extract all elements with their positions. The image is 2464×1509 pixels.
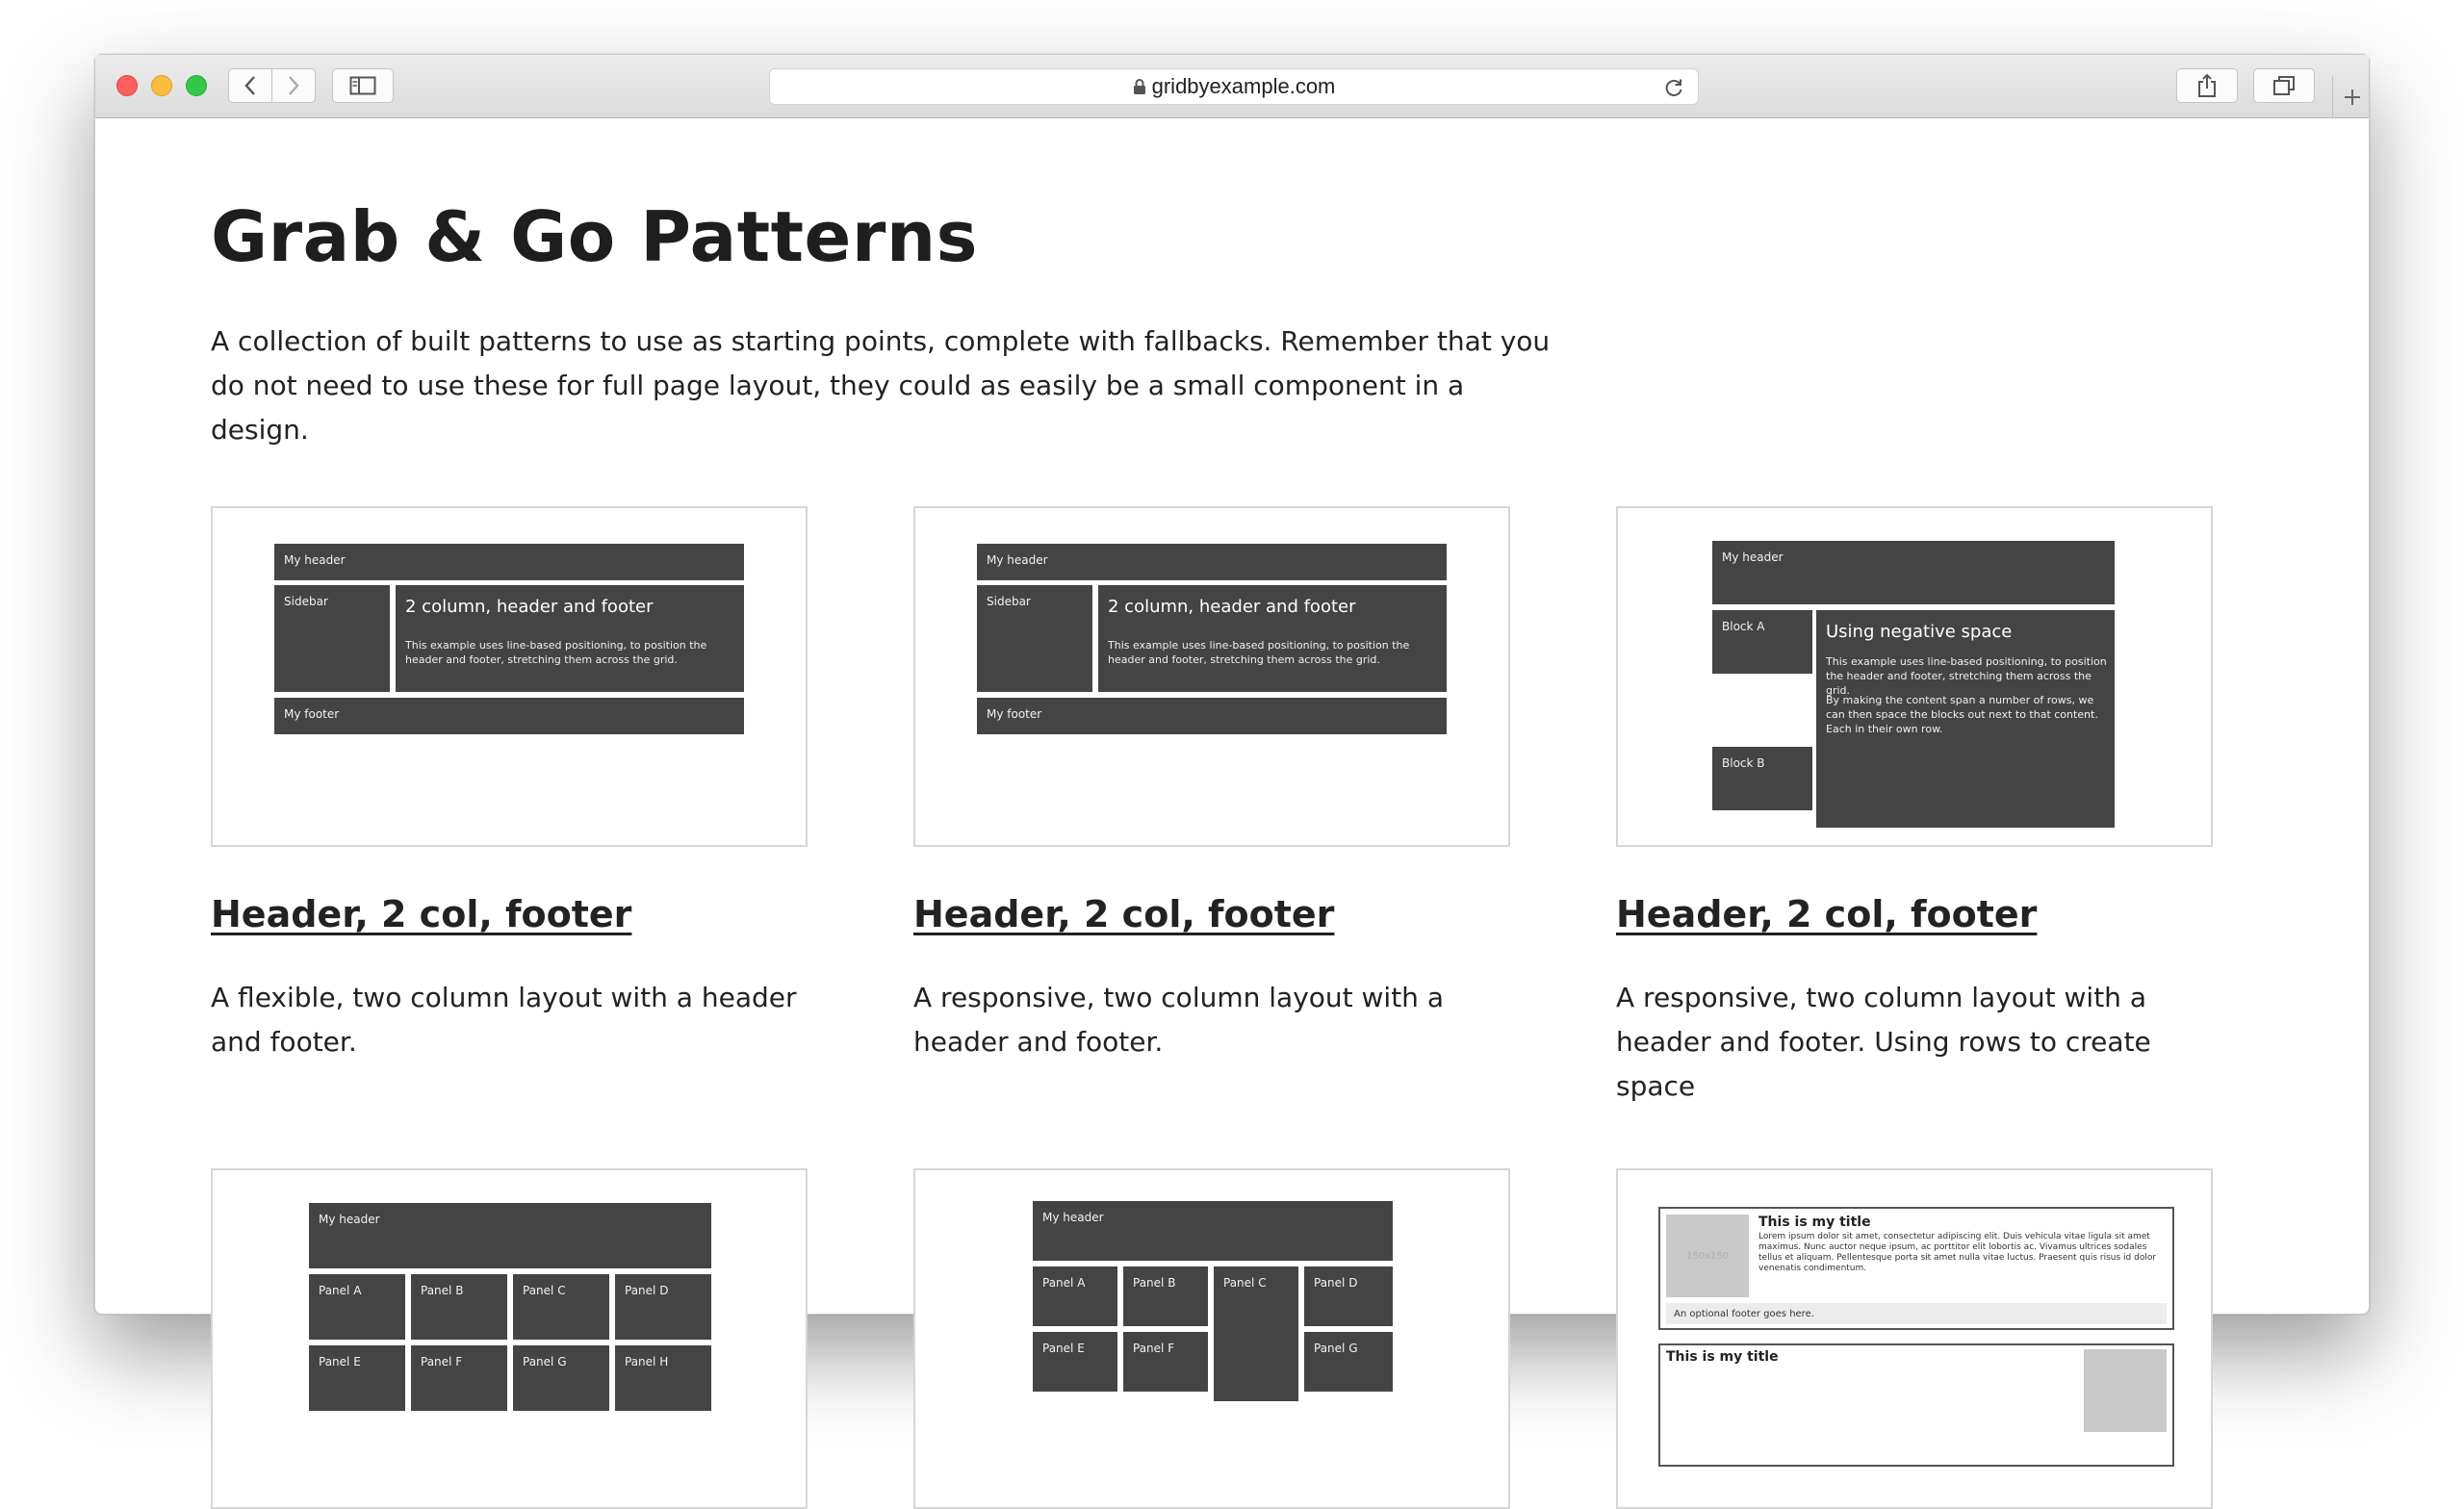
zoom-window-button[interactable] [186,75,207,96]
preview-header-block: My header [1712,541,2115,604]
new-tab-button[interactable] [2332,76,2371,118]
pattern-title-link[interactable]: Header, 2 col, footer [1616,893,2038,935]
preview-block-b: Block B [1712,747,1812,810]
pattern-preview[interactable] [1616,1168,2213,1509]
preview-media-title: This is my title [1666,1349,1779,1365]
preview-panel: Panel E [1033,1332,1117,1392]
chevron-left-icon [244,75,257,96]
preview-media-title: This is my title [1758,1215,1871,1230]
preview-panel: Panel B [411,1274,507,1340]
browser-toolbar [95,55,2369,118]
pattern-preview[interactable] [1616,506,2213,847]
preview-panel: Panel D [615,1274,711,1340]
pattern-preview[interactable] [913,506,1510,847]
forward-button[interactable] [271,68,316,103]
preview-media-object [1658,1343,2174,1467]
share-icon [2197,73,2217,98]
preview-panel: Panel G [1304,1332,1393,1392]
pattern-preview[interactable] [211,506,808,847]
preview-footer-block: My footer [274,698,744,734]
preview-panel: Panel C [1214,1266,1298,1401]
tabs-icon [2272,75,2296,96]
preview-block-a: Block A [1712,610,1812,674]
chevron-right-icon [287,75,300,96]
lock-icon [1133,78,1146,95]
sidebar-icon [349,76,376,95]
preview-panel: Panel A [309,1274,405,1340]
preview-media-image [2084,1349,2167,1432]
preview-content-block: Using negative space This example uses line-based positioning, to position the header and footer, stretching them across the grid. By making the content span a number of rows, we can then space the blocks out next to that content. Each in their own row. [1816,610,2115,828]
pattern-description: A responsive, two column layout with a header and footer. Using rows to create space [1616,982,2151,1102]
preview-header-block: My header [309,1203,711,1268]
url-text: gridbyexample.com [1151,74,1336,98]
preview-content-block: 2 column, header and footer This example uses line-based positioning, to position the header and footer, stretching them across the grid. [1098,585,1447,692]
pattern-preview[interactable] [913,1168,1510,1509]
plus-icon [2343,88,2362,107]
pattern-preview[interactable] [211,1168,808,1509]
pattern-title-link[interactable]: Header, 2 col, footer [211,893,632,935]
show-tabs-button[interactable] [2253,68,2315,103]
preview-sidebar-block: Sidebar [274,585,390,692]
pattern-description: A responsive, two column layout with a header and footer. [913,982,1444,1058]
pattern-description: A flexible, two column layout with a header and footer. [211,982,797,1058]
preview-media-footer: An optional footer goes here. [1666,1303,2167,1324]
preview-panel: Panel D [1304,1266,1393,1326]
sidebar-toggle-button[interactable] [332,68,394,103]
page-title: Grab & Go Patterns [211,196,978,277]
preview-content-block: 2 column, header and footer This example uses line-based positioning, to position the header and footer, stretching them across the grid. [396,585,744,692]
preview-footer-block: My footer [977,698,1447,734]
preview-panel: Panel F [411,1345,507,1411]
preview-panel: Panel F [1123,1332,1208,1392]
preview-header-block: My header [1033,1201,1393,1261]
preview-sidebar-block: Sidebar [977,585,1092,692]
browser-window [94,54,2370,1368]
preview-panel: Panel G [513,1345,609,1411]
back-button[interactable] [228,68,272,103]
minimize-window-button[interactable] [151,75,172,96]
preview-media-object [1658,1207,2174,1330]
preview-header-block: My header [274,544,744,580]
reload-icon[interactable] [1663,77,1684,98]
share-button[interactable] [2176,68,2238,103]
preview-panel: Panel C [513,1274,609,1340]
preview-media-text: Lorem ipsum dolor sit amet, consectetur adipiscing elit. Duis vehicula vitae ligula sit amet maximus. Nunc auctor neque ipsum, ac porttitor elit lobortis ac. Vivamus ultrices sodales tellus et aliquam. Pellentesque porta sit amet nulla vitae luctus. Praesent quis risus id dolor venenatis condimentum. [1758,1232,2157,1273]
preview-media-image: 150x150 [1666,1215,1749,1297]
address-bar[interactable] [769,68,1699,105]
preview-panel: Panel H [615,1345,711,1411]
close-window-button[interactable] [116,75,138,96]
page-intro: A collection of built patterns to use as starting points, complete with fallbacks. Remember that you do not need to use these for full page layout, they could as easily be a small component in a design. [211,325,1551,446]
preview-panel: Panel A [1033,1266,1117,1326]
preview-header-block: My header [977,544,1447,580]
preview-panel: Panel E [309,1345,405,1411]
page-content [95,119,2369,1368]
pattern-title-link[interactable]: Header, 2 col, footer [913,893,1335,935]
preview-panel: Panel B [1123,1266,1208,1326]
